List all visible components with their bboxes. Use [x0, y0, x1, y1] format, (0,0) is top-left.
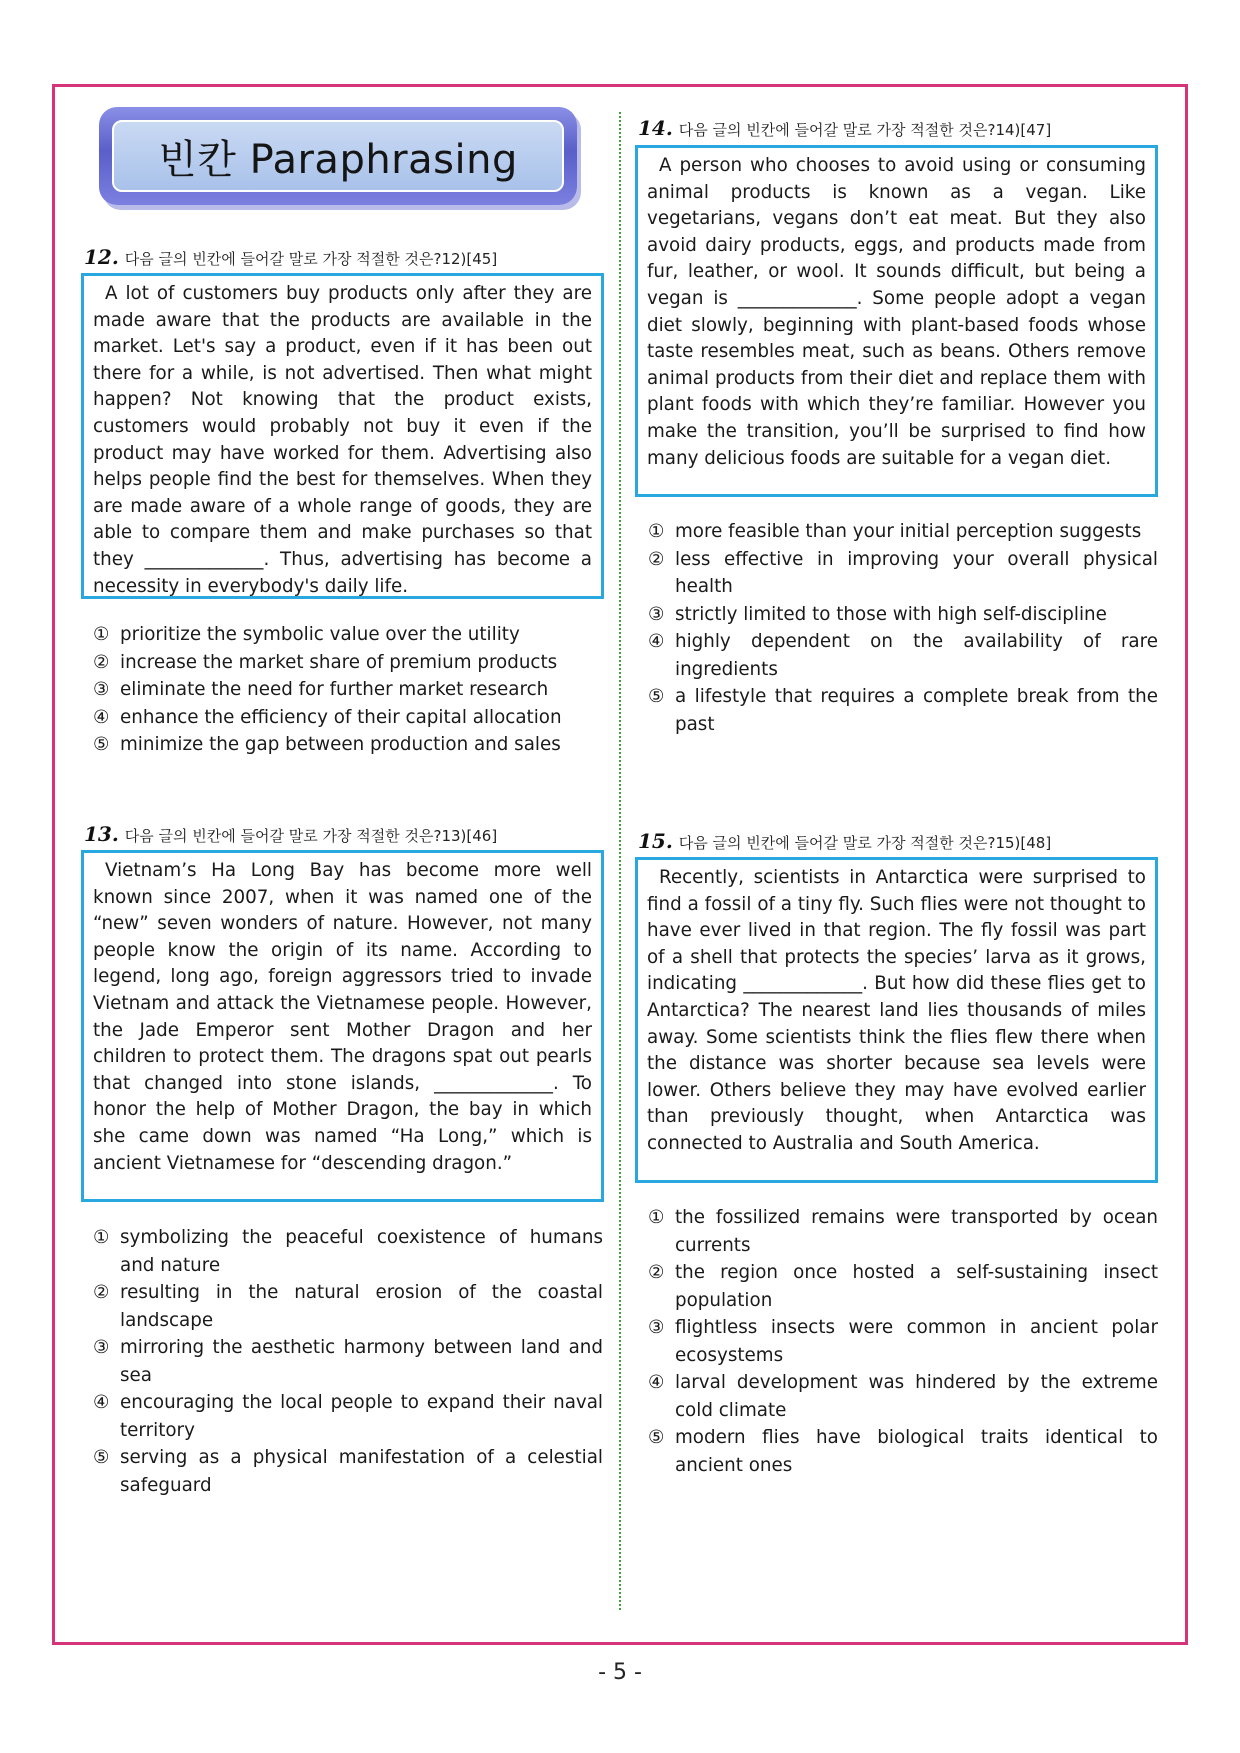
option[interactable] — [648, 546, 1158, 601]
option-mark: ⑤ — [648, 1427, 665, 1448]
option-text: flightless insects were common in ancient polar ecosystems — [675, 1317, 1158, 1366]
option-text: the region once hosted a self-sustaining insect population — [675, 1262, 1158, 1311]
option-text: encouraging the local people to expand their naval territory — [120, 1392, 603, 1441]
option-text: prioritize the symbolic value over the utility — [120, 624, 520, 645]
option[interactable] — [648, 1204, 1158, 1259]
page-number: - 5 - — [598, 1660, 642, 1685]
option-mark: ① — [93, 624, 110, 645]
question-number: 15. — [638, 829, 673, 853]
question-reference: 15)[48] — [995, 834, 1052, 852]
option[interactable] — [93, 1444, 603, 1499]
option[interactable] — [93, 1224, 603, 1279]
question-prompt: 다음 글의 빈칸에 들어갈 말로 가장 적절한 것은? — [678, 834, 996, 852]
option-mark: ⑤ — [93, 1447, 110, 1468]
question-12-header — [84, 245, 497, 269]
option[interactable] — [93, 1334, 603, 1389]
question-13-options — [93, 1224, 603, 1499]
option-mark: ④ — [93, 1392, 110, 1413]
option[interactable] — [648, 1369, 1158, 1424]
question-number: 13. — [84, 822, 119, 846]
option[interactable] — [648, 518, 1158, 546]
option-mark: ① — [93, 1227, 110, 1248]
option-mark: ② — [648, 548, 665, 570]
question-15-header — [638, 829, 1051, 853]
option-text: modern flies have biological traits identical to ancient ones — [675, 1427, 1158, 1476]
option[interactable] — [648, 1259, 1158, 1314]
column-divider — [619, 112, 621, 1610]
option-mark: ⑤ — [93, 734, 110, 755]
option[interactable] — [93, 1279, 603, 1334]
question-number: 12. — [84, 245, 119, 269]
option-mark: ③ — [648, 1317, 665, 1338]
option-text: highly dependent on the availability of rare ingredients — [675, 631, 1158, 680]
question-12-options — [93, 621, 608, 759]
section-title-badge — [99, 107, 577, 205]
option[interactable] — [648, 683, 1158, 738]
question-prompt: 다음 글의 빈칸에 들어갈 말로 가장 적절한 것은? — [124, 827, 442, 845]
option-mark: ③ — [93, 1337, 110, 1358]
option-text: minimize the gap between production and sales — [120, 734, 561, 755]
option-mark: ③ — [648, 603, 665, 625]
question-13-passage: Vietnam’s Ha Long Bay has become more well known since 2007, when it was named one of the “new” seven wonders of nature. However, not many people know the origin of its name. According to legend, long ago, foreign aggressors tried to invade Vietnam and attack the Vietnamese people. However, the Jade Emperor sent Mother Dragon and her children to protect them. The dragons spat out pearls that changed into stone islands, _____________. To honor the help of Mother Dragon, the bay in which she came down was named “Ha Long,” which is ancient Vietnamese for “descending dragon.” — [81, 850, 604, 1202]
option-mark: ① — [648, 1207, 665, 1228]
option-mark: ① — [648, 521, 665, 542]
option[interactable] — [93, 731, 608, 759]
option-text: mirroring the aesthetic harmony between land and sea — [120, 1337, 603, 1386]
option-text: strictly limited to those with high self-discipline — [675, 603, 1107, 625]
question-reference: 13)[46] — [441, 827, 498, 845]
option-text: enhance the efficiency of their capital allocation — [120, 706, 562, 728]
option-text: resulting in the natural erosion of the coastal landscape — [120, 1282, 603, 1331]
option[interactable] — [648, 601, 1158, 629]
option[interactable] — [648, 1424, 1158, 1479]
option[interactable] — [93, 1389, 603, 1444]
option[interactable] — [93, 704, 608, 732]
option-text: less effective in improving your overall physical health — [675, 548, 1158, 597]
question-15-passage: Recently, scientists in Antarctica were surprised to find a fossil of a tiny fly. Such flies were not thought to have ever lived in that region. The fly fossil was part of a shell that protects the species’ larva as it grows, indicating _____________. But how did these flies get to Antarctica? The nearest land lies thousands of miles away. Some scientists think the flies flew there when the distance was shorter because sea levels were lower. Others believe they may have evolved earlier than previously thought, when Antarctica was connected to Australia and South America. — [635, 857, 1158, 1183]
option[interactable] — [648, 628, 1158, 683]
question-14-passage: A person who chooses to avoid using or consuming animal products is known as a vegan. Like vegetarians, vegans don’t eat meat. But they also avoid dairy products, eggs, and products made from fur, leather, or wool. It sounds difficult, but being a vegan is _____________. Some people adopt a vegan diet slowly, beginning with plant-based foods whose taste resembles meat, such as beans. Others remove animal products from their diet and replace them with plant foods with which they’re familiar. However you make the transition, you’ll be surprised to find how many delicious foods are suitable for a vegan diet. — [635, 145, 1158, 497]
option-mark: ② — [93, 651, 110, 673]
option-text: increase the market share of premium products — [120, 651, 558, 673]
option[interactable] — [93, 676, 608, 704]
question-prompt: 다음 글의 빈칸에 들어갈 말로 가장 적절한 것은? — [124, 250, 442, 268]
section-title: 빈칸 Paraphrasing — [112, 120, 564, 192]
question-reference: 12)[45] — [441, 250, 498, 268]
option-mark: ② — [648, 1262, 665, 1283]
option-text: a lifestyle that requires a complete break from the past — [675, 686, 1158, 735]
question-12-passage: A lot of customers buy products only after they are made aware that the products are available in the market. Let's say a product, even if it has been out there for a while, is not advertised. Then what might happen? Not knowing that the product exists, customers would probably not buy it even if the product may have worked for them. Advertising also helps people find the best for themselves. When they are made aware of a whole range of goods, they are able to compare them and make purchases so that they _____________. Thus, advertising has become a necessity in everybody's daily life. — [81, 273, 604, 599]
option-mark: ④ — [93, 706, 110, 728]
option-text: eliminate the need for further market research — [120, 679, 549, 700]
option[interactable] — [648, 1314, 1158, 1369]
option-mark: ③ — [93, 679, 110, 700]
option-mark: ④ — [648, 631, 665, 652]
question-14-options — [648, 518, 1158, 738]
question-number: 14. — [638, 116, 673, 140]
option-text: symbolizing the peaceful coexistence of humans and nature — [120, 1227, 603, 1276]
question-reference: 14)[47] — [995, 121, 1052, 139]
option-text: the fossilized remains were transported by ocean currents — [675, 1207, 1158, 1256]
question-14-header — [638, 116, 1051, 140]
option-mark: ② — [93, 1282, 110, 1303]
option[interactable] — [93, 621, 608, 649]
option-mark: ⑤ — [648, 686, 665, 707]
question-15-options — [648, 1204, 1158, 1479]
option[interactable] — [93, 649, 608, 677]
option-text: serving as a physical manifestation of a celestial safeguard — [120, 1447, 603, 1496]
question-prompt: 다음 글의 빈칸에 들어갈 말로 가장 적절한 것은? — [678, 121, 996, 139]
option-text: larval development was hindered by the extreme cold climate — [675, 1372, 1158, 1421]
question-13-header — [84, 822, 497, 846]
option-mark: ④ — [648, 1372, 665, 1393]
option-text: more feasible than your initial perception suggests — [675, 521, 1142, 542]
